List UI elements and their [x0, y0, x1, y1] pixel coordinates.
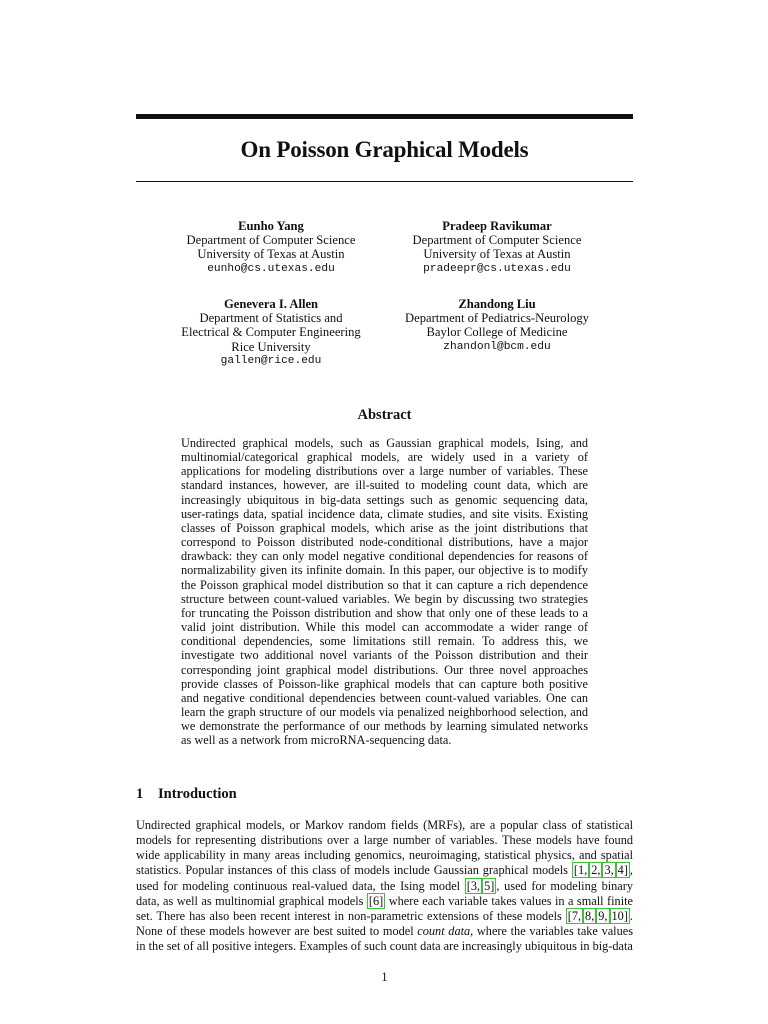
paper-title: On Poisson Graphical Models: [240, 137, 529, 162]
citation-link[interactable]: 5]: [484, 878, 495, 893]
citation-link[interactable]: 8,: [585, 908, 595, 923]
section-number: 1: [136, 786, 144, 802]
author-block: [377, 297, 617, 354]
author-email: pradeepr@cs.utexas.edu: [423, 262, 571, 275]
author-affiliation: Department of Statistics and: [199, 311, 343, 326]
text-run: where each variable takes values in a small finite set. There has also been recent interest in non-parametric extensions of these models: [136, 893, 633, 923]
author-affiliation: University of Texas at Austin: [423, 247, 571, 262]
author-affiliation: Department of Pediatrics-Neurology: [405, 311, 589, 326]
emphasized-term: count data: [417, 924, 471, 939]
author-affiliation: Department of Computer Science: [412, 233, 582, 248]
citation-link[interactable]: [3,: [466, 878, 481, 893]
author-name: Pradeep Ravikumar: [442, 219, 552, 233]
text-run: , used for modeling binary data, as well as multinomial graphical models: [136, 878, 633, 908]
citation-link[interactable]: 2,: [591, 863, 601, 878]
text-run: , used for modeling continuous real-valued data, the Ising model: [136, 863, 633, 893]
citation-link[interactable]: 9,: [598, 908, 608, 923]
author-affiliation: Electrical & Computer Engineering: [181, 325, 361, 340]
page-number: 1: [381, 970, 388, 984]
author-block: [377, 219, 617, 276]
introduction-paragraph: [136, 818, 633, 954]
citation-link[interactable]: 10]: [611, 908, 628, 923]
text-run: Undirected graphical models, or Markov random fields (MRFs), are a popular class of statistical models for representing distributions over a large number of variables. These models have found wide applicability in many areas including genomics, neuroimaging, statistical physics, and spatial statistics. Popular instances of this class of models include Gaussian graphical models: [136, 818, 633, 878]
author-affiliation: Rice University: [231, 339, 311, 354]
author-email: gallen@rice.edu: [220, 354, 322, 367]
citation-link[interactable]: 3,: [604, 863, 614, 878]
author-name: Genevera I. Allen: [223, 297, 319, 311]
author-affiliation: University of Texas at Austin: [197, 247, 345, 262]
abstract-heading: Abstract: [357, 407, 412, 423]
citation-link[interactable]: 4]: [617, 863, 628, 878]
section-title: Introduction: [158, 786, 237, 802]
title-bottom-rule: [136, 181, 633, 182]
author-block: [151, 219, 391, 276]
author-block: [151, 297, 391, 368]
citation-link[interactable]: [1,: [573, 863, 588, 878]
title-top-rule: [136, 114, 633, 119]
author-affiliation: Department of Computer Science: [186, 233, 356, 248]
author-affiliation: Baylor College of Medicine: [426, 325, 568, 340]
text-run: , where the variables take values in the set of all positive integers. Examples of such count data are increasingly ubiquitous in big-data: [136, 924, 633, 954]
citation-link[interactable]: [6]: [368, 893, 384, 908]
section-heading: [136, 786, 237, 803]
author-name: Zhandong Liu: [458, 297, 536, 311]
author-name: Eunho Yang: [238, 219, 304, 233]
author-email: eunho@cs.utexas.edu: [207, 262, 335, 275]
abstract-text: Undirected graphical models, such as Gaussian graphical models, Ising, and multinomial/categorical graphical models, are widely used in a variety of applications for modeling distributions over a large number of variables. These standard instances, however, are ill-suited to modeling count data, which are increasingly ubiquitous in big-data settings such as genomic sequencing data, user-ratings data, spatial incidence data, climate studies, and site visits. Existing classes of Poisson graphical models, which arise as the joint distributions that correspond to Poisson distributed node-conditional distributions, have a major drawback: they can only model negative conditional dependencies for reasons of normalizability given its infinite domain. In this paper, our objective is to modify the Poisson graphical model distribution so that it can capture a rich dependence structure between count-valued variables. We begin by discussing two strategies for truncating the Poisson distribution and show that only one of these leads to a valid joint distribution. While this model can accommodate a wider range of conditional dependencies, some limitations still remain. To address this, we investigate two additional novel variants of the Poisson distribution and their corresponding joint graphical model distributions. Our three novel approaches provide classes of Poisson-like graphical models that can capture both positive and negative conditional dependencies between count-valued variables. One can learn the graph structure of our models via penalized neighborhood selection, and we demonstrate the performance of our methods by learning simulated networks as well as a network from microRNA-sequencing data.: [181, 436, 588, 748]
citation-link[interactable]: [7,: [567, 908, 582, 923]
author-email: zhandonl@bcm.edu: [443, 340, 551, 353]
text-run: . None of these models however are best suited to model: [136, 908, 633, 939]
